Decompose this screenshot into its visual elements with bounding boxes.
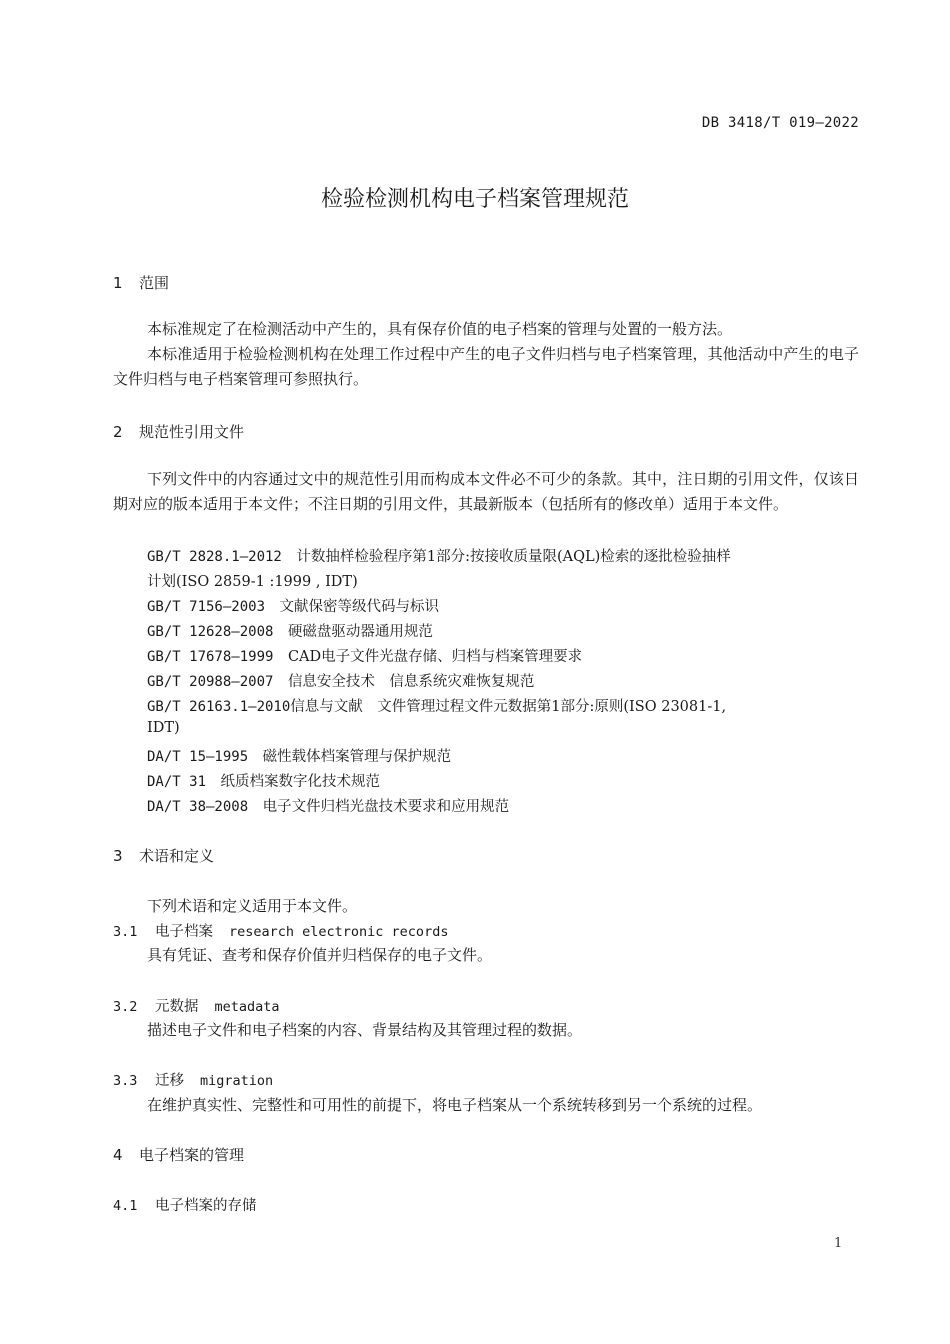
term-chinese: 电子档案 [155, 924, 213, 940]
paragraph: 本标准规定了在检测活动中产生的，具有保存价值的电子档案的管理与处置的一般方法。 [147, 320, 733, 338]
section-number: 1 [113, 274, 123, 292]
reference-code: GB/T 7156—2003 [147, 599, 266, 615]
reference-code: DA/T 15—1995 [147, 749, 249, 765]
section-number: 3 [113, 847, 123, 865]
term-3-2-heading [113, 995, 280, 1016]
section-3-heading [113, 845, 214, 866]
term-number: 3.3 [113, 1073, 138, 1089]
section-1-body [113, 317, 859, 392]
reference-title: IDT) [147, 720, 180, 736]
term-english: metadata [214, 999, 280, 1015]
subsection-number: 4.1 [113, 1198, 138, 1214]
page-number: 1 [834, 1236, 843, 1251]
reference-code: GB/T 12628—2008 [147, 624, 274, 640]
reference-item [147, 645, 582, 666]
reference-title: CAD电子文件光盘存储、归档与档案管理要求 [287, 649, 583, 665]
term-3-3-heading [113, 1069, 273, 1090]
section-title: 范围 [139, 274, 170, 292]
reference-item [147, 545, 731, 566]
term-chinese: 元数据 [155, 999, 199, 1015]
document-number: DB 3418/T 019—2022 [701, 115, 859, 131]
reference-title: 信息与文献 文件管理过程文件元数据第1部分:原则(ISO 23081-1, [290, 699, 727, 715]
section-number: 4 [113, 1146, 123, 1164]
reference-title: 文献保密等级代码与标识 [279, 599, 440, 615]
reference-item [147, 770, 380, 791]
reference-item [147, 745, 451, 766]
section-3-intro: 下列术语和定义适用于本文件。 [147, 897, 358, 915]
reference-item [147, 795, 509, 816]
reference-title: 磁性载体档案管理与保护规范 [262, 749, 452, 765]
section-title: 术语和定义 [139, 847, 215, 865]
term-number: 3.2 [113, 999, 138, 1015]
reference-item [147, 595, 439, 616]
page-title: 检验检测机构电子档案管理规范 [320, 187, 629, 212]
section-2-heading [113, 421, 244, 442]
term-english: research electronic records [229, 924, 449, 940]
section-2-intro [113, 467, 859, 517]
reference-code: DA/T 38—2008 [147, 799, 249, 815]
reference-item [147, 695, 726, 716]
term-number: 3.1 [113, 924, 138, 940]
section-number: 2 [113, 423, 123, 441]
reference-item [147, 620, 433, 641]
section-4-heading [113, 1144, 244, 1165]
reference-title: 计数抽样检验程序第1部分:按接收质量限(AQL)检索的逐批检验抽样 [296, 549, 731, 565]
section-title: 规范性引用文件 [139, 423, 245, 441]
reference-item-continued [147, 570, 358, 591]
reference-title: 硬磁盘驱动器通用规范 [287, 624, 433, 640]
term-english: migration [200, 1073, 274, 1089]
reference-code: GB/T 26163.1—2010 [147, 699, 291, 715]
subsection-title: 电子档案的存储 [155, 1198, 257, 1214]
reference-code: DA/T 31 [147, 774, 207, 790]
section-1-heading [113, 272, 169, 293]
section-title: 电子档案的管理 [139, 1146, 245, 1164]
term-3-1-definition: 具有凭证、查考和保存价值并归档保存的电子文件。 [147, 946, 493, 964]
term-chinese: 迁移 [155, 1073, 184, 1089]
reference-item [147, 670, 534, 691]
reference-code: GB/T 20988—2007 [147, 674, 274, 690]
reference-code: GB/T 2828.1—2012 [147, 549, 282, 565]
reference-title: 计划(ISO 2859-1 :1999 , IDT) [147, 574, 358, 590]
reference-title: 信息安全技术 信息系统灾难恢复规范 [287, 674, 535, 690]
term-3-1-heading [113, 920, 448, 941]
paragraph: 下列文件中的内容通过文中的规范性引用而构成本文件必不可少的条款。其中，注日期的引用文件，仅该日期对应的版本适用于本文件；不注日期的引用文件，其最新版本（包括所有的修改单）适用于本文件。 [113, 470, 859, 513]
term-3-2-definition: 描述电子文件和电子档案的内容、背景结构及其管理过程的数据。 [147, 1021, 583, 1039]
reference-code: GB/T 17678—1999 [147, 649, 274, 665]
reference-title: 电子文件归档光盘技术要求和应用规范 [262, 799, 510, 815]
subsection-4-1-heading [113, 1194, 257, 1215]
paragraph: 本标准适用于检验检测机构在处理工作过程中产生的电子文件归档与电子档案管理，其他活动中产生的电子文件归档与电子档案管理可参照执行。 [113, 345, 859, 388]
term-3-3-definition: 在维护真实性、完整性和可用性的前提下，将电子档案从一个系统转移到另一个系统的过程。 [147, 1096, 763, 1114]
reference-item-continued [147, 720, 180, 736]
reference-title: 纸质档案数字化技术规范 [220, 774, 381, 790]
